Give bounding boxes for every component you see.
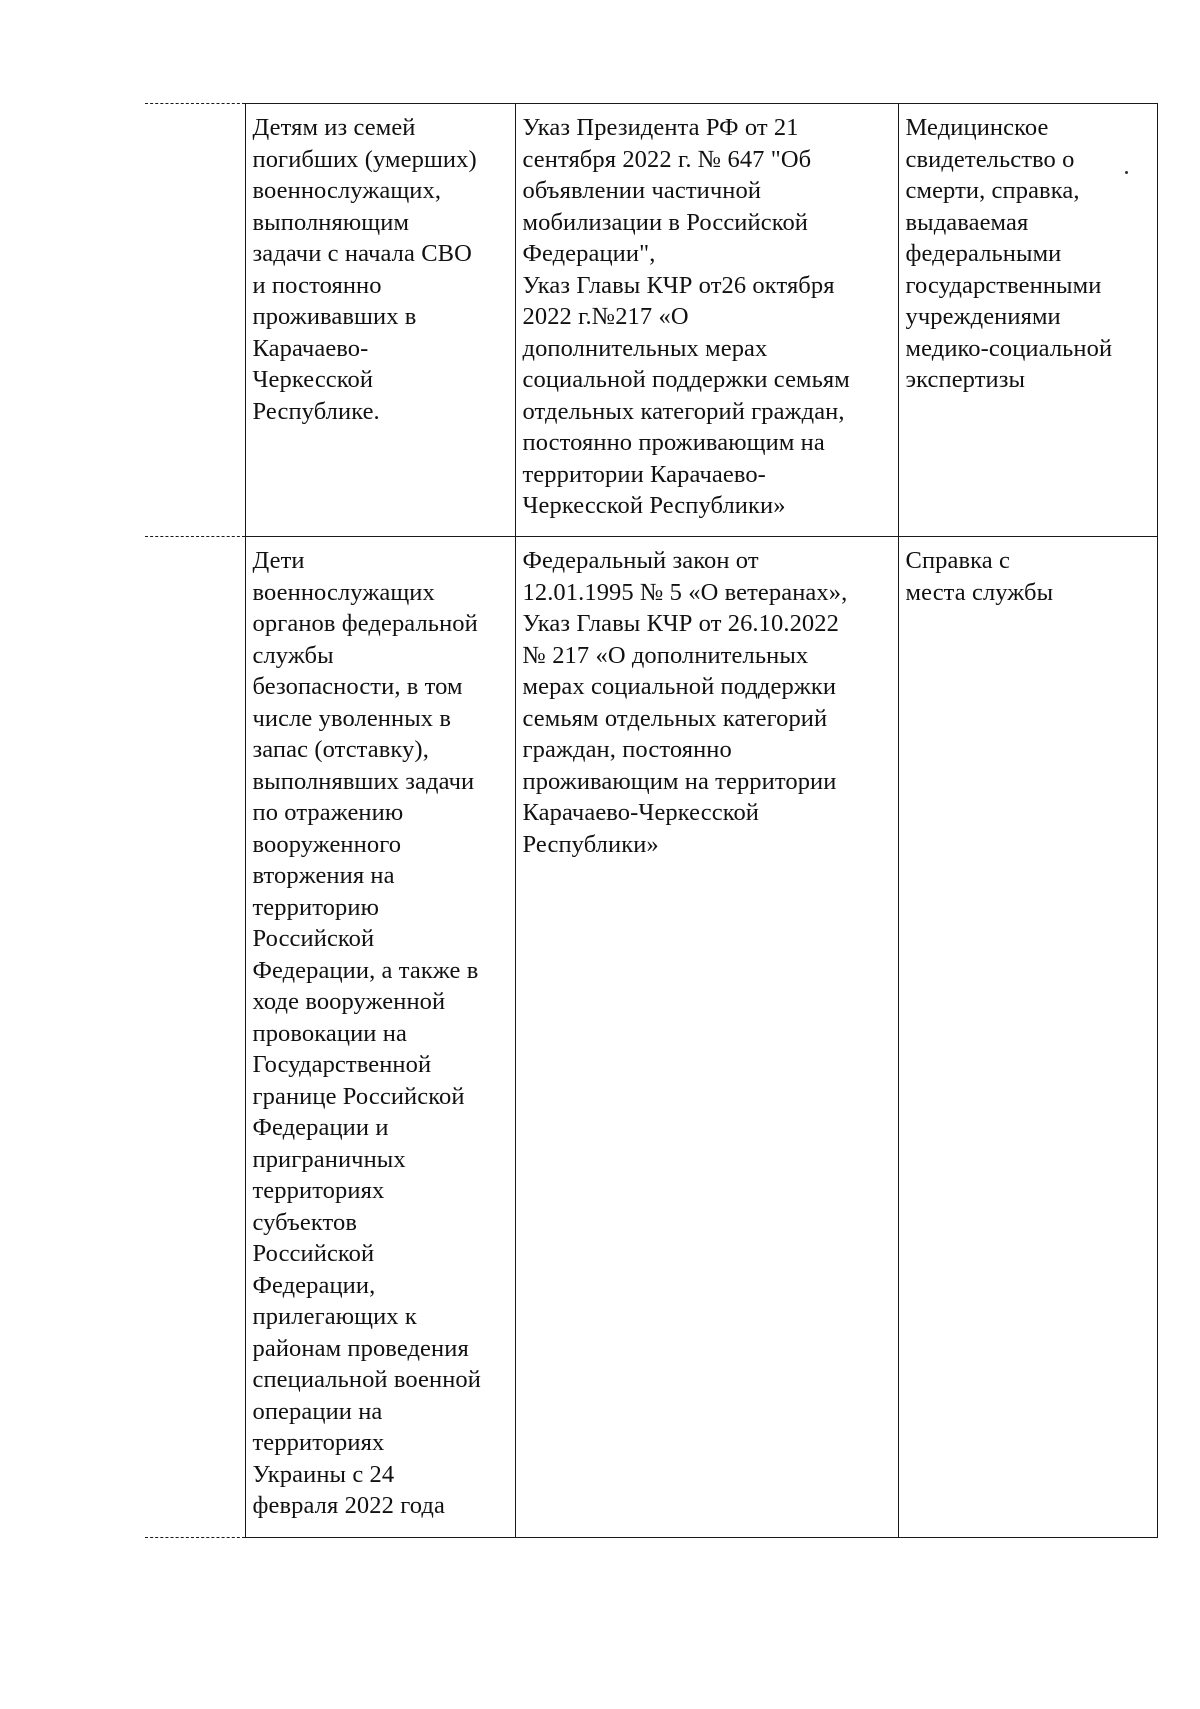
documents-cell <box>898 537 1157 1538</box>
category-cell <box>245 537 515 1538</box>
row-number-cell <box>145 104 245 537</box>
legal-basis-text: Указ Президента РФ от 21 сентября 2022 г. № 647 "Об объявлении частичной мобилизации в Российской Федерации", Указ Главы КЧР от26 октября 2022 г.№217 «О дополнительных мерах социальной поддержки семьям отдельных категорий граждан, постоянно проживающим на территории Карачаево- Черкесской Республики» <box>522 114 850 519</box>
documents-cell <box>898 104 1157 537</box>
benefits-table <box>145 103 1158 1538</box>
scan-speck <box>1125 171 1128 174</box>
row-number <box>145 104 245 118</box>
category-text: Детям из семей погибших (умерших) военнослужащих, выполняющим задачи с начала СВО и постоянно проживавших в Карачаево- Черкесской Республике. <box>252 114 477 425</box>
legal-basis-cell <box>515 537 898 1538</box>
category-cell <box>245 104 515 537</box>
category-text: Дети военнослужащих органов федеральной службы безопасности, в том числе уволенных в запас (отставку), выполнявших задачи по отражению вооруженного вторжения на территорию Российской Федерации, а также в ходе вооруженной провокации на Государственной границе Российской Федерации и приграничных территориях субъектов Российской Федерации, прилегающих к районам проведения специальной военной операции на территориях Украины с 24 февраля 2022 года <box>252 547 481 1519</box>
legal-basis-text: Федеральный закон от 12.01.1995 № 5 «О ветеранах», Указ Главы КЧР от 26.10.2022 № 217 «О дополнительных мерах социальной поддержки семьям отдельных категорий граждан, постоянно проживающим на территории Карачаево-Черкесской Республики» <box>522 547 848 858</box>
table-row <box>145 537 1157 1538</box>
documents-text: Медицинское свидетельство о смерти, справка, выдаваемая федеральными государственными учреждениями медико-социальной экспертизы <box>905 114 1113 393</box>
table-row <box>145 104 1157 537</box>
documents-text: Справка с места службы <box>905 547 1054 606</box>
row-number-cell <box>145 537 245 1538</box>
legal-basis-cell <box>515 104 898 537</box>
row-number <box>145 537 245 551</box>
